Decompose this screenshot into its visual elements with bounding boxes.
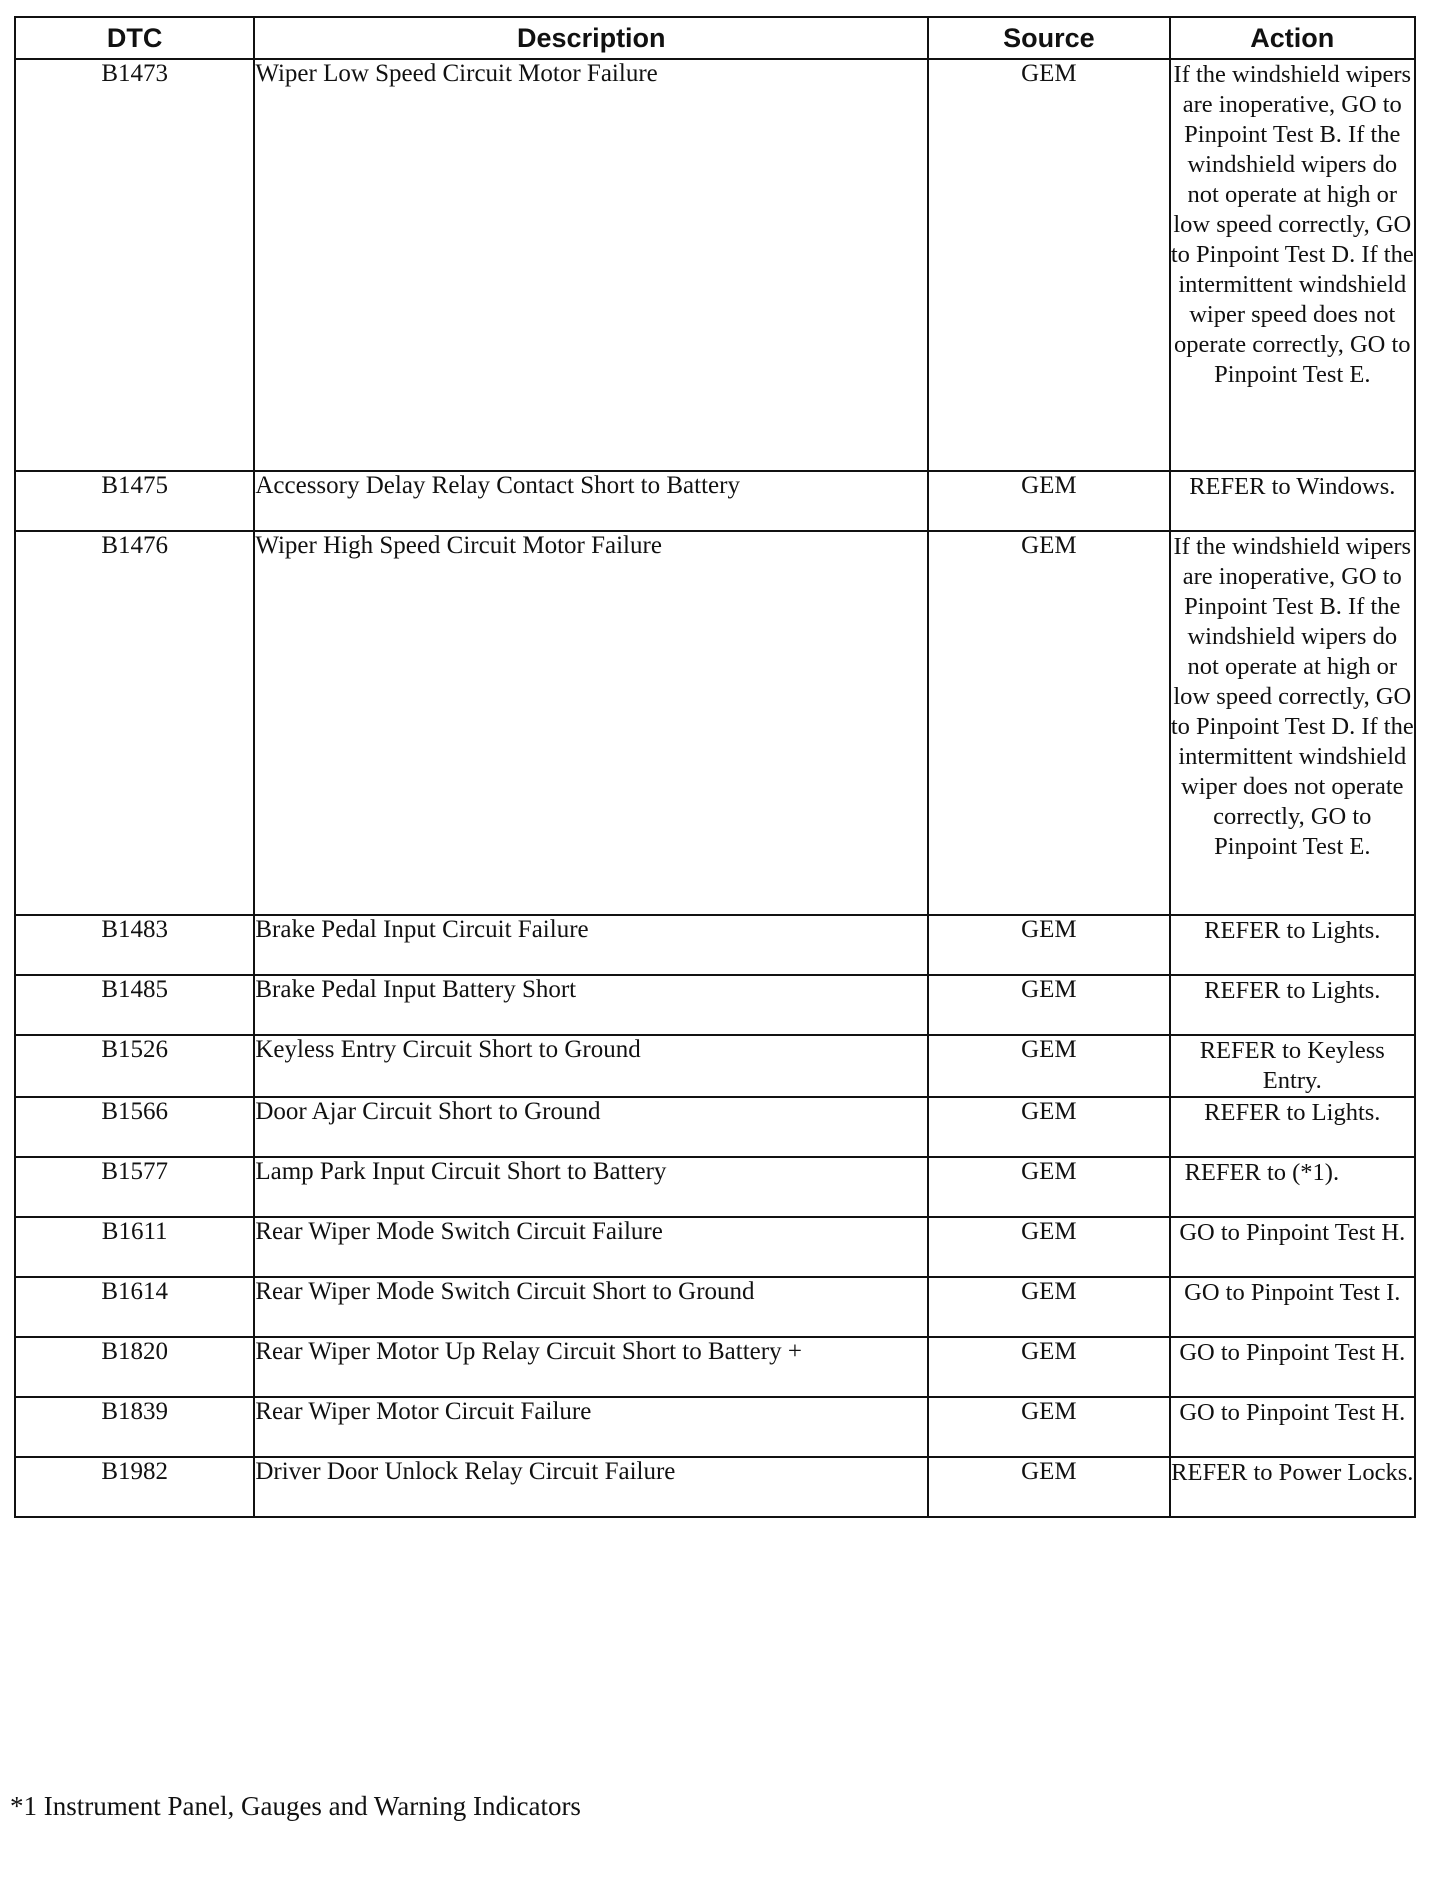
dtc-source: GEM [928,1097,1169,1157]
dtc-description: Brake Pedal Input Circuit Failure [254,915,928,975]
table-row [15,1217,1415,1277]
table-row [15,1277,1415,1337]
table-row [15,1397,1415,1457]
dtc-action: REFER to Keyless Entry. [1170,1035,1415,1097]
dtc-source: GEM [928,975,1169,1035]
dtc-action: REFER to Power Locks. [1170,1457,1415,1517]
dtc-description: Brake Pedal Input Battery Short [254,975,928,1035]
dtc-action: GO to Pinpoint Test I. [1170,1277,1415,1337]
dtc-code: B1577 [15,1157,254,1217]
dtc-source: GEM [928,1457,1169,1517]
dtc-code: B1820 [15,1337,254,1397]
dtc-description: Rear Wiper Motor Circuit Failure [254,1397,928,1457]
footnote: *1 Instrument Panel, Gauges and Warning Indicators [10,1791,581,1821]
dtc-action: GO to Pinpoint Test H. [1170,1337,1415,1397]
dtc-action: REFER to Lights. [1170,1097,1415,1157]
dtc-description: Lamp Park Input Circuit Short to Battery [254,1157,928,1217]
table-row [15,59,1415,471]
dtc-source: GEM [928,59,1169,471]
dtc-source: GEM [928,471,1169,531]
table-row [15,1035,1415,1097]
dtc-code: B1566 [15,1097,254,1157]
dtc-source: GEM [928,531,1169,915]
header-action: Action [1170,17,1415,59]
dtc-code: B1839 [15,1397,254,1457]
dtc-action: If the windshield wipers are inoperative, GO to Pinpoint Test B. If the windshield wipers do not operate at high or low speed correctly, GO to Pinpoint Test D. If the intermittent windshield wiper does not operate correctly, GO to Pinpoint Test E. [1170,531,1415,915]
dtc-description: Rear Wiper Mode Switch Circuit Failure [254,1217,928,1277]
dtc-description: Rear Wiper Mode Switch Circuit Short to Ground [254,1277,928,1337]
dtc-code: B1526 [15,1035,254,1097]
dtc-table [14,16,1416,1518]
dtc-description: Accessory Delay Relay Contact Short to Battery [254,471,928,531]
dtc-action: GO to Pinpoint Test H. [1170,1217,1415,1277]
dtc-code: B1475 [15,471,254,531]
dtc-source: GEM [928,1277,1169,1337]
dtc-action: REFER to (*1). [1170,1157,1415,1217]
dtc-source: GEM [928,1217,1169,1277]
table-row [15,1157,1415,1217]
table-header-row [15,17,1415,59]
dtc-action: REFER to Windows. [1170,471,1415,531]
dtc-description: Wiper Low Speed Circuit Motor Failure [254,59,928,471]
dtc-code: B1614 [15,1277,254,1337]
dtc-description: Door Ajar Circuit Short to Ground [254,1097,928,1157]
table-row [15,975,1415,1035]
dtc-description: Keyless Entry Circuit Short to Ground [254,1035,928,1097]
table-row [15,915,1415,975]
dtc-code: B1611 [15,1217,254,1277]
dtc-code: B1476 [15,531,254,915]
header-dtc: DTC [15,17,254,59]
header-description: Description [254,17,928,59]
dtc-action: REFER to Lights. [1170,915,1415,975]
dtc-code: B1982 [15,1457,254,1517]
header-source: Source [928,17,1169,59]
dtc-source: GEM [928,915,1169,975]
dtc-description: Driver Door Unlock Relay Circuit Failure [254,1457,928,1517]
dtc-code: B1483 [15,915,254,975]
dtc-description: Rear Wiper Motor Up Relay Circuit Short to Battery + [254,1337,928,1397]
dtc-code: B1473 [15,59,254,471]
table-row [15,471,1415,531]
table-row [15,531,1415,915]
table-row [15,1097,1415,1157]
dtc-source: GEM [928,1337,1169,1397]
dtc-source: GEM [928,1397,1169,1457]
table-row [15,1337,1415,1397]
dtc-source: GEM [928,1157,1169,1217]
dtc-action: GO to Pinpoint Test H. [1170,1397,1415,1457]
dtc-action: If the windshield wipers are inoperative, GO to Pinpoint Test B. If the windshield wipers do not operate at high or low speed correctly, GO to Pinpoint Test D. If the intermittent windshield wiper speed does not operate correctly, GO to Pinpoint Test E. [1170,59,1415,471]
dtc-action: REFER to Lights. [1170,975,1415,1035]
dtc-description: Wiper High Speed Circuit Motor Failure [254,531,928,915]
dtc-source: GEM [928,1035,1169,1097]
table-row [15,1457,1415,1517]
dtc-code: B1485 [15,975,254,1035]
